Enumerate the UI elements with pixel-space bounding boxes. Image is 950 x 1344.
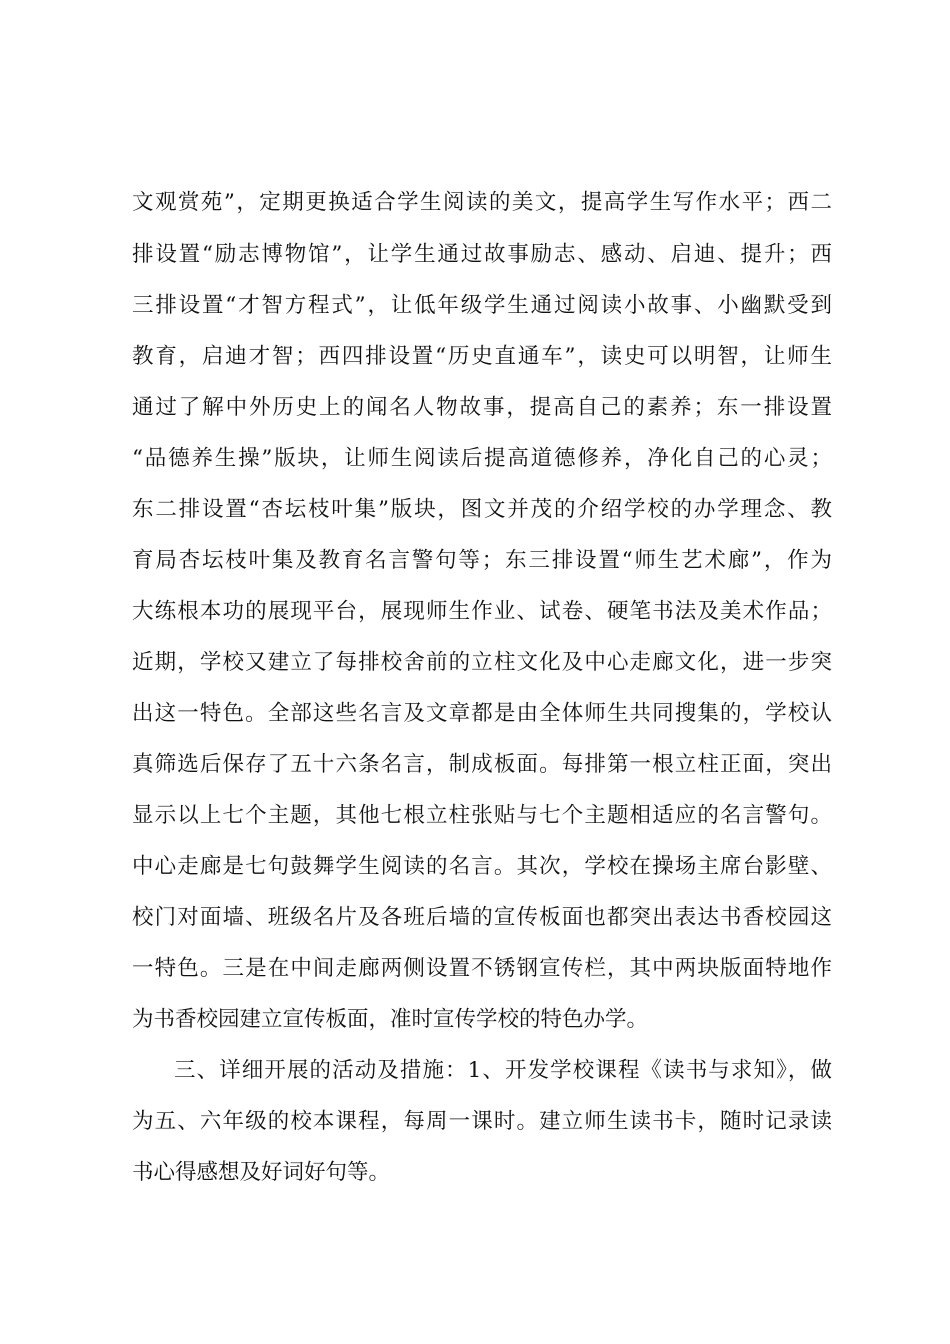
- text-line-8: 育局杏坛枝叶集及教育名言警句等；东三排设置“师生艺术廊”，作为: [132, 548, 832, 573]
- text-line-9: 大练根本功的展现平台，展现师生作业、试卷、硬笔书法及美术作品；: [132, 599, 832, 624]
- text-line-11: 出这一特色。全部这些名言及文章都是由全体师生共同搜集的，学校认: [132, 701, 832, 726]
- text-line-6: “品德养生操”版块，让师生阅读后提高道德修养，净化自己的心灵；: [132, 446, 832, 471]
- text-line-15: 校门对面墙、班级名片及各班后墙的宣传板面也都突出表达书香校园这: [132, 905, 832, 930]
- text-line-12: 真筛选后保存了五十六条名言，制成板面。每排第一根立柱正面，突出: [132, 752, 832, 777]
- text-line-20: 书心得感想及好词好句等。: [132, 1160, 391, 1185]
- text-line-4: 教育，启迪才智；西四排设置“历史直通车”，读史可以明智，让师生: [132, 344, 832, 369]
- text-line-14: 中心走廊是七句鼓舞学生阅读的名言。其次，学校在操场主席台影壁、: [132, 854, 832, 879]
- text-line-10: 近期，学校又建立了每排校舍前的立柱文化及中心走廊文化，进一步突: [132, 650, 832, 675]
- text-line-5: 通过了解中外历史上的闻名人物故事，提高自己的素养；东一排设置: [132, 395, 832, 420]
- text-line-13: 显示以上七个主题，其他七根立柱张贴与七个主题相适应的名言警句。: [132, 803, 832, 828]
- text-line-18: 三、详细开展的活动及措施：1、开发学校课程《读书与求知》，做: [174, 1058, 832, 1083]
- text-line-2: 排设置“励志博物馆”，让学生通过故事励志、感动、启迪、提升；西: [132, 242, 832, 267]
- text-line-1: 文观赏苑”，定期更换适合学生阅读的美文，提高学生写作水平；西二: [132, 190, 832, 215]
- text-line-7: 东二排设置“杏坛枝叶集”版块，图文并茂的介绍学校的办学理念、教: [132, 497, 832, 522]
- text-line-16: 一特色。三是在中间走廊两侧设置不锈钢宣传栏，其中两块版面特地作: [132, 956, 832, 981]
- text-line-19: 为五、六年级的校本课程，每周一课时。建立师生读书卡，随时记录读: [132, 1109, 832, 1134]
- text-line-17: 为书香校园建立宣传板面，准时宣传学校的特色办学。: [132, 1007, 649, 1032]
- text-line-3: 三排设置“才智方程式”，让低年级学生通过阅读小故事、小幽默受到: [132, 293, 832, 318]
